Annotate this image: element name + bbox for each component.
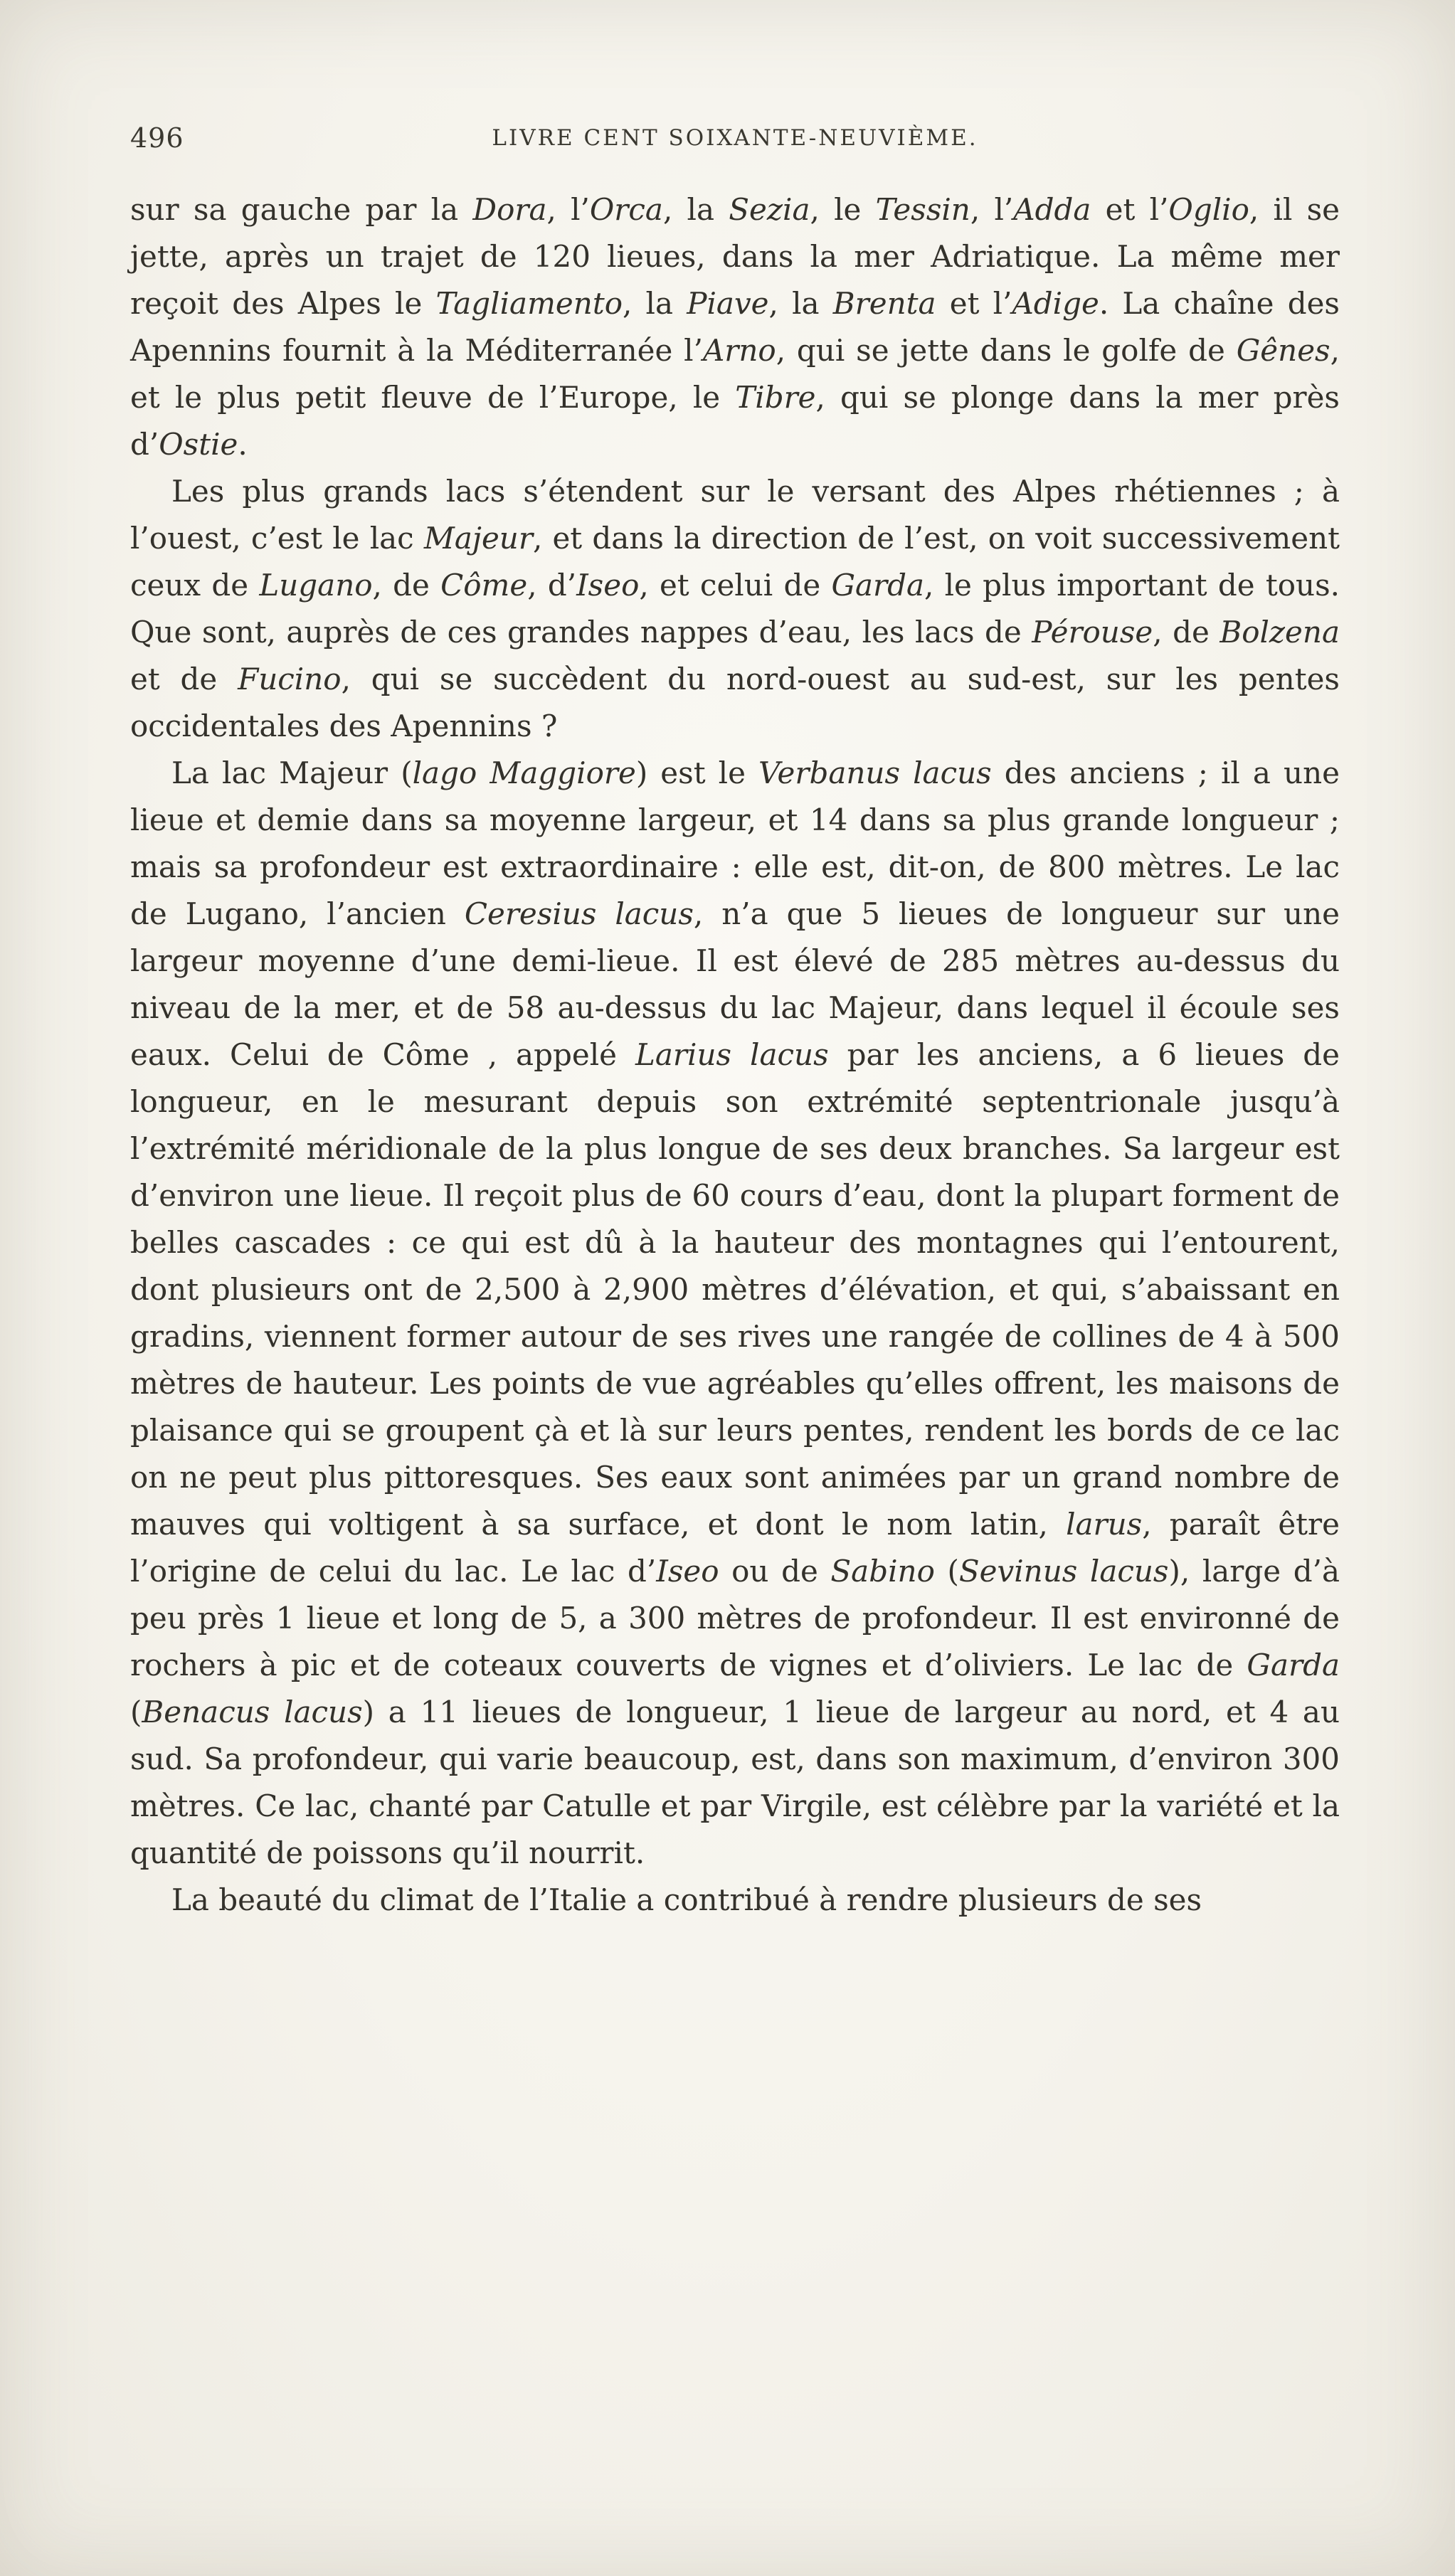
text-segment: . La chaîne des Apennins fournit à la Méditerranée l’ [130, 286, 1340, 368]
italic-term: Dora [472, 192, 547, 227]
italic-term: lago Maggiore [412, 756, 636, 790]
text-segment: , paraît être l’origine de celui du lac. Le lac d’ [130, 1507, 1340, 1589]
text-segment: et l’ [1091, 192, 1169, 227]
italic-term: Sabino [830, 1554, 935, 1589]
italic-term: Sevinus lacus [958, 1554, 1169, 1589]
italic-term: Benacus lacus [142, 1695, 363, 1729]
italic-term: Garda [831, 568, 925, 603]
italic-term: Ostie [159, 427, 238, 462]
text-segment: ou de [719, 1554, 831, 1589]
text-segment: , le plus important de tous. Que sont, auprès de ces grandes nappes d’eau, les lacs de [130, 568, 1340, 650]
text-segment: , n’a que 5 lieues de longueur sur une largeur moyenne d’une demi-lieue. Il est élevé de 285 mètres au-dessus du niveau de la mer, et de 58 au-dessus du lac Majeur, dans lequel il écoule ses eaux. Celui de Côme , appelé [130, 896, 1340, 1072]
text-segment: , et dans la direction de l’est, on voit successivement ceux de [130, 521, 1340, 603]
italic-term: Iseo [656, 1554, 719, 1589]
italic-term: Bolzena [1219, 615, 1340, 650]
italic-term: Pérouse [1032, 615, 1153, 650]
italic-term: Orca [589, 192, 663, 227]
text-segment: La lac Majeur ( [171, 756, 413, 790]
italic-term: Larius lacus [635, 1037, 829, 1072]
text-segment: , d’ [527, 568, 577, 603]
text-segment: , il se jette, après un trajet de 120 lieues, dans la mer Adriatique. La même mer reçoit des Alpes le [130, 192, 1340, 321]
text-segment: , et celui de [639, 568, 832, 603]
page-header [130, 120, 1340, 162]
text-segment: ( [130, 1695, 142, 1729]
italic-term: larus [1066, 1507, 1143, 1542]
text-segment: et de [130, 662, 238, 696]
text-segment: Les plus grands lacs s’étendent sur le versant des Alpes rhétiennes ; à l’ouest, c’est le lac [130, 474, 1340, 556]
italic-term: Tagliamento [435, 286, 623, 321]
text-segment: , l’ [970, 192, 1014, 227]
italic-term: Gênes [1236, 333, 1330, 368]
paragraph [130, 468, 1340, 750]
text-segment: , de [372, 568, 441, 603]
italic-term: Iseo [576, 568, 640, 603]
text-segment: . [238, 427, 248, 462]
paragraph [130, 186, 1340, 468]
italic-term: Verbanus lacus [758, 756, 992, 790]
page-number: 496 [130, 122, 184, 154]
text-segment: ), large d’à peu près 1 lieue et long de 5, a 300 mètres de profondeur. Il est environné de rochers à pic et de coteaux couverts de vignes et d’oliviers. Le lac de [130, 1554, 1340, 1682]
text-segment: , la [662, 192, 729, 227]
italic-term: Ceresius lacus [464, 896, 694, 931]
paragraph [130, 1877, 1340, 1924]
italic-term: Adda [1013, 192, 1091, 227]
text-segment: , qui se jette dans le golfe de [776, 333, 1237, 368]
italic-term: Côme [440, 568, 528, 603]
text-segment: par les anciens, a 6 lieues de longueur, en le mesurant depuis son extrémité septentrionale jusqu’à l’extrémité méridionale de la plus longue de ses deux branches. Sa largeur est d’environ une lieue. Il reçoit plus de 60 cours d’eau, dont la plupart forment de belles cascades : ce qui est dû à la hauteur des montagnes qui l’entourent, dont plusieurs ont de 2,500 à 2,900 mètres d’élévation, et qui, s’abaissant en gradins, viennent former autour de ses rives une rangée de collines de 4 à 500 mètres de hauteur. Les points de vue agréables qu’elles offrent, les maisons de plaisance qui se groupent çà et là sur leurs pentes, rendent les bords de ce lac on ne peut plus pittoresques. Ses eaux sont animées par un grand nombre de mauves qui voltigent à sa surface, et dont le nom latin, [130, 1037, 1340, 1542]
italic-term: Lugano [259, 568, 373, 603]
text-segment: , de [1153, 615, 1220, 650]
text-segment: La beauté du climat de l’Italie a contribué à rendre plusieurs de ses [171, 1882, 1202, 1917]
text-segment: , le [810, 192, 876, 227]
text-segment: , qui se succèdent du nord-ouest au sud-est, sur les pentes occidentales des Apennins ? [130, 662, 1340, 743]
text-segment: et l’ [936, 286, 1012, 321]
text-segment: ) est le [635, 756, 759, 790]
italic-term: Sezia [729, 192, 810, 227]
italic-term: Piave [687, 286, 769, 321]
text-segment: ( [934, 1554, 959, 1589]
italic-term: Garda [1247, 1648, 1340, 1682]
italic-term: Majeur [423, 521, 533, 556]
text-segment: , l’ [546, 192, 590, 227]
italic-term: Oglio [1168, 192, 1249, 227]
text-segment: , la [768, 286, 833, 321]
italic-term: Fucino [238, 662, 342, 696]
page-body [130, 186, 1340, 1924]
text-segment: , la [622, 286, 687, 321]
text-segment: sur sa gauche par la [130, 192, 473, 227]
italic-term: Tessin [875, 192, 970, 227]
italic-term: Arno [702, 333, 776, 368]
running-title: LIVRE CENT SOIXANTE-NEUVIÈME. [492, 125, 978, 151]
italic-term: Tibre [735, 380, 816, 415]
paragraph [130, 750, 1340, 1877]
text-segment: , qui se plonge dans la mer près d’ [130, 380, 1340, 462]
italic-term: Adige [1012, 286, 1099, 321]
text-segment: ) a 11 lieues de longueur, 1 lieue de largeur au nord, et 4 au sud. Sa profondeur, qui varie beaucoup, est, dans son maximum, d’environ 300 mètres. Ce lac, chanté par Catulle et par Virgile, est célèbre par la variété et la quantité de poissons qu’il nourrit. [130, 1695, 1340, 1870]
text-segment: , et le plus petit fleuve de l’Europe, le [130, 333, 1340, 415]
text-segment: des anciens ; il a une lieue et demie dans sa moyenne largeur, et 14 dans sa plus grande longueur ; mais sa profondeur est extraordinaire : elle est, dit-on, de 800 mètres. Le lac de Lugano, l’ancien [130, 756, 1340, 931]
italic-term: Brenta [832, 286, 936, 321]
